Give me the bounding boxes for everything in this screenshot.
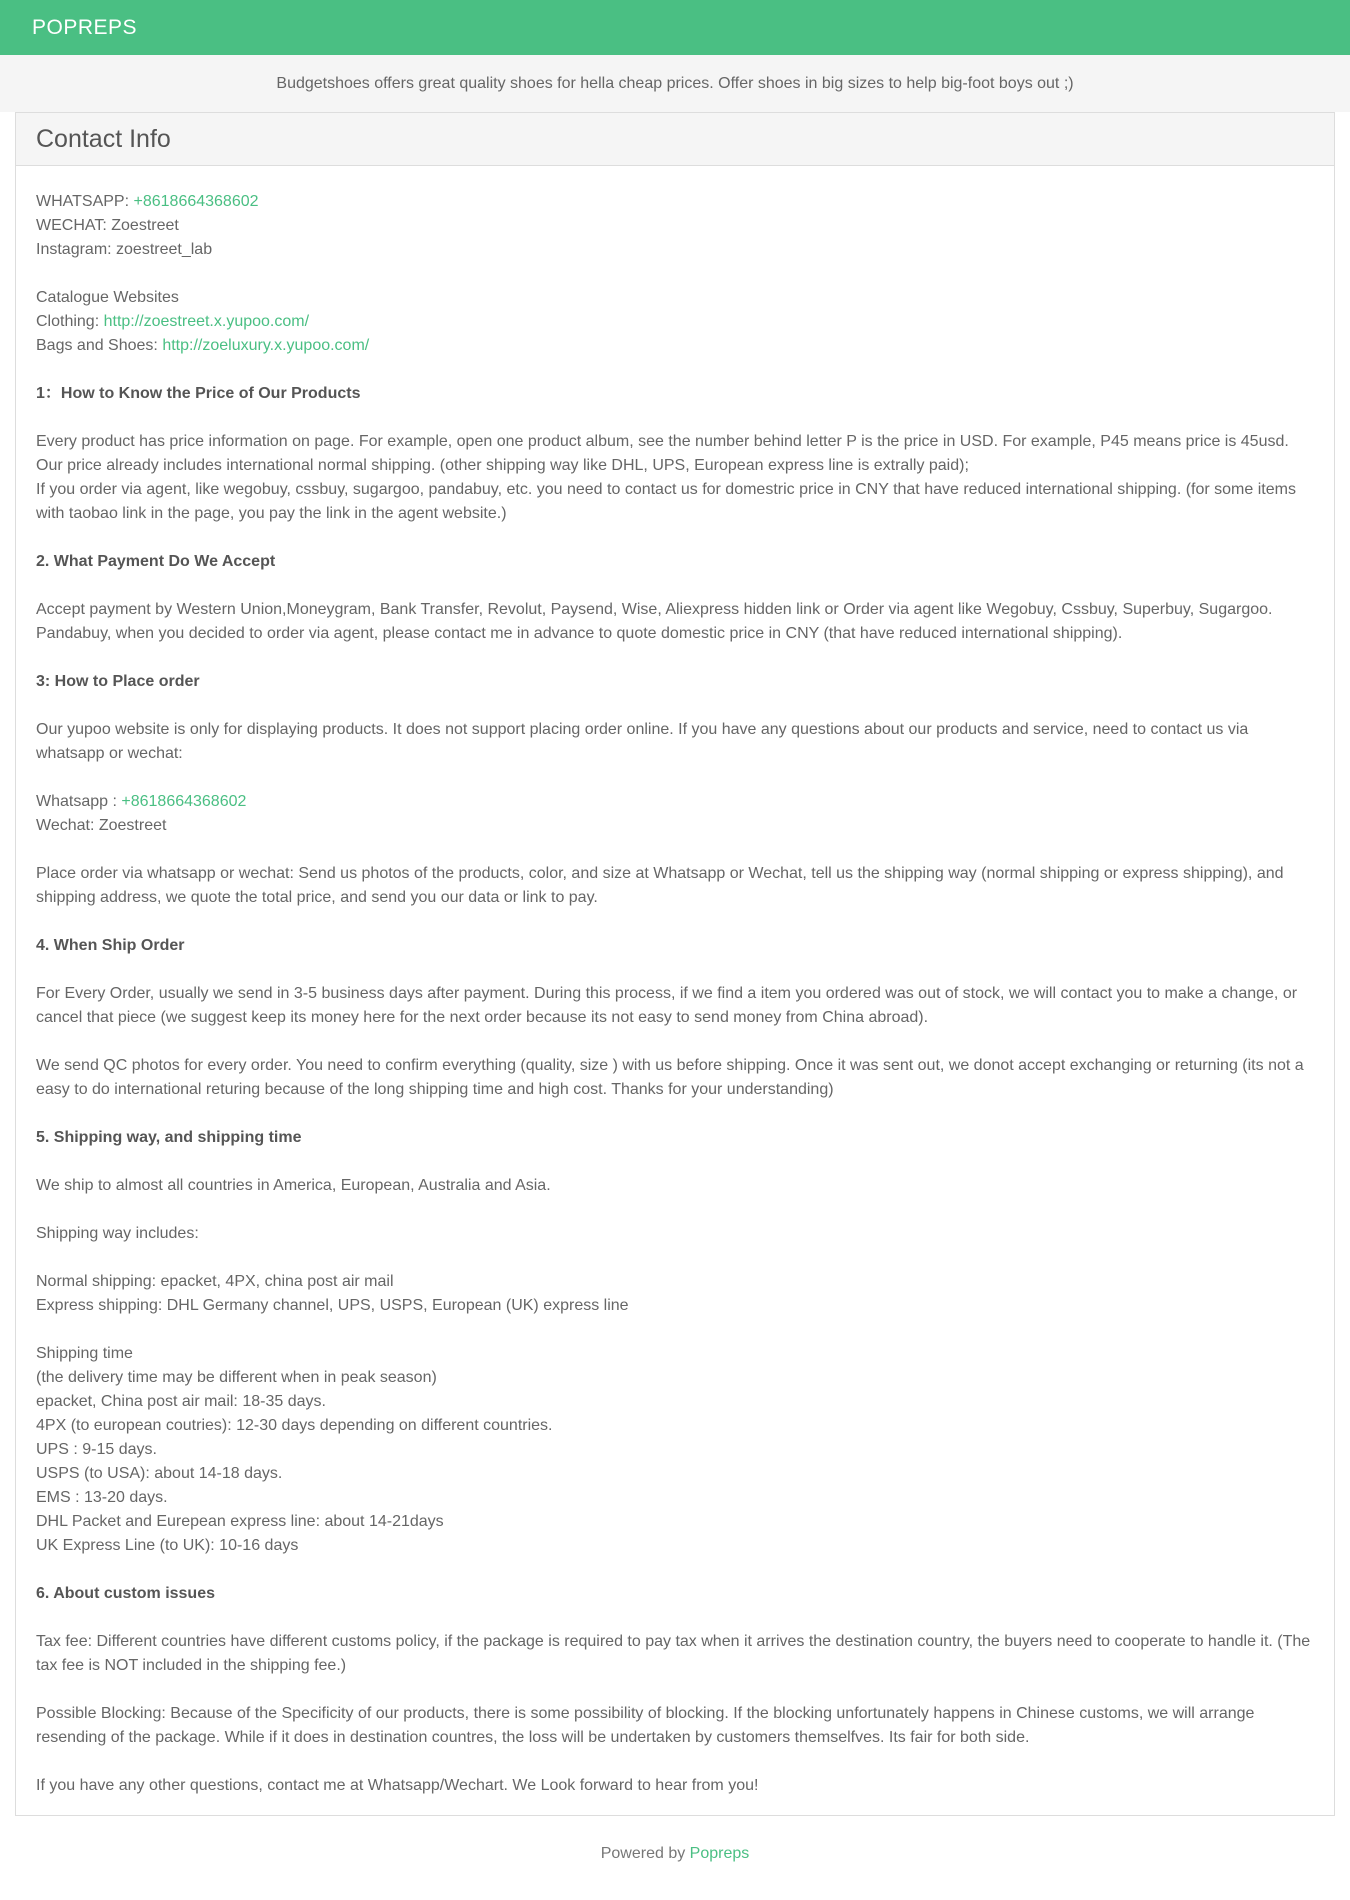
panel-header (16, 113, 1334, 166)
section-6-p1: Tax fee: Different countries have different customs policy, if the package is required to pay tax when it arrives the destination country, the buyers need to cooperate to handle it. (The tax fee is NOT included in the shipping fee.) (36, 1633, 1311, 1674)
clothing-label: Clothing: (36, 313, 104, 330)
wechat-line: WECHAT: Zoestreet (36, 217, 179, 234)
contact-info-panel (15, 112, 1335, 1816)
section-5-p2: Shipping way includes: (36, 1225, 199, 1242)
tagline-text: Budgetshoes offers great quality shoes for hella cheap prices. Offer shoes in big sizes to help big-foot boys out ;) (276, 74, 1074, 92)
shipping-time-item: (the delivery time may be different when in peak season) (36, 1369, 437, 1386)
section-1-p1: Every product has price information on page. For example, open one product album, see the number behind letter P is the price in USD. For example, P45 means price is 45usd. (36, 433, 1289, 450)
section-5-express: Express shipping: DHL Germany channel, UPS, USPS, European (UK) express line (36, 1297, 629, 1314)
shipping-time-item: EMS : 13-20 days. (36, 1489, 168, 1506)
section-6-p3: If you have any other questions, contact me at Whatsapp/Wechart. We Look forward to hear from you! (36, 1777, 759, 1794)
shipping-time-item: 4PX (to european coutries): 12-30 days depending on different countries. (36, 1417, 553, 1434)
section-3-p2: Place order via whatsapp or wechat: Send us photos of the products, color, and size at Whatsapp or Wechat, tell us the shipping way (normal shipping or express shipping), and shipping address, we quote the total price, and send you our data or link to pay. (36, 865, 1284, 906)
section-1-p2: Our price already includes international normal shipping. (other shipping way like DHL, UPS, European express line is extrally paid); (36, 457, 969, 474)
section-6-p2: Possible Blocking: Because of the Specificity of our products, there is some possibility of blocking. If the blocking unfortunately happens in Chinese customs, we will arrange resending of the package. While if it does in destination countres, the loss will be undertaken by customers themselfves. Its fair for both side. (36, 1705, 1255, 1746)
section-5-time-heading: Shipping time (36, 1345, 133, 1362)
section-3-whatsapp-link[interactable]: +8618664368602 (121, 793, 247, 810)
section-3-wechat-line: Wechat: Zoestreet (36, 817, 167, 834)
section-1-heading: 1：How to Know the Price of Our Products (36, 385, 361, 402)
shipping-time-item: UPS : 9-15 days. (36, 1441, 157, 1458)
section-4-p1: For Every Order, usually we send in 3-5 business days after payment. During this process, if we find a item you ordered was out of stock, we will contact you to make a change, or cancel that piece (we suggest keep its money here for the next order because its not easy to send money from China abroad). (36, 985, 1298, 1026)
whatsapp-number-link[interactable]: +8618664368602 (133, 193, 259, 210)
section-2-heading: 2. What Payment Do We Accept (36, 553, 276, 570)
panel-title: Contact Info (36, 124, 171, 153)
footer-prefix: Powered by (600, 1845, 690, 1862)
section-2-p1: Accept payment by Western Union,Moneygram, Bank Transfer, Revolut, Paysend, Wise, Aliexpress hidden link or Order via agent like Wegobuy, Cssbuy, Superbuy, Sugargoo. Pandabuy, when you decided to order via agent, please contact me in advance to quote domestic price in CNY (that have reduced international shipping). (36, 601, 1273, 642)
section-4-heading: 4. When Ship Order (36, 937, 185, 954)
section-3-whatsapp-line (36, 790, 1314, 814)
shipping-time-item: UK Express Line (to UK): 10-16 days (36, 1537, 299, 1554)
whatsapp-label: WHATSAPP: (36, 193, 134, 210)
top-navbar (0, 0, 1350, 55)
shipping-time-item: epacket, China post air mail: 18-35 days. (36, 1393, 326, 1410)
whatsapp-line (36, 190, 1314, 214)
shipping-time-item: USPS (to USA): about 14-18 days. (36, 1465, 283, 1482)
clothing-line (36, 310, 1314, 334)
section-3-heading: 3: How to Place order (36, 673, 200, 690)
section-3-whatsapp-label: Whatsapp : (36, 793, 122, 810)
shipping-time-item: DHL Packet and Eurepean express line: about 14-21days (36, 1513, 444, 1530)
section-3-p1: Our yupoo website is only for displaying products. It does not support placing order online. If you have any questions about our products and service, need to contact us via whatsapp or wechat: (36, 721, 1249, 762)
section-5-p1: We ship to almost all countries in America, European, Australia and Asia. (36, 1177, 551, 1194)
bags-url-link[interactable]: http://zoeluxury.x.yupoo.com/ (162, 337, 370, 354)
catalogue-heading: Catalogue Websites (36, 289, 179, 306)
footer-popreps-link[interactable]: Popreps (689, 1845, 750, 1862)
section-4-p2: We send QC photos for every order. You need to confirm everything (quality, size ) with us before shipping. Once it was sent out, we donot accept exchanging or returning (its not a easy to do international returing because of the long shipping time and high cost. Thanks for your understanding) (36, 1057, 1304, 1098)
section-5-heading: 5. Shipping way, and shipping time (36, 1129, 302, 1146)
footer (0, 1845, 1350, 1863)
panel-body (16, 166, 1334, 1798)
section-1-p3: If you order via agent, like wegobuy, cssbuy, sugargoo, pandabuy, etc. you need to contact us for domestric price in CNY that have reduced international shipping. (for some items with taobao link in the page, you pay the link in the agent website.) (36, 481, 1296, 522)
instagram-line: Instagram: zoestreet_lab (36, 241, 213, 258)
section-5-normal: Normal shipping: epacket, 4PX, china post air mail (36, 1273, 394, 1290)
section-6-heading: 6. About custom issues (36, 1585, 215, 1602)
clothing-url-link[interactable]: http://zoestreet.x.yupoo.com/ (103, 313, 310, 330)
brand-logo-link[interactable]: POPREPS (32, 15, 138, 39)
bags-line (36, 334, 1314, 358)
tagline-bar (0, 55, 1350, 112)
bags-label: Bags and Shoes: (36, 337, 163, 354)
